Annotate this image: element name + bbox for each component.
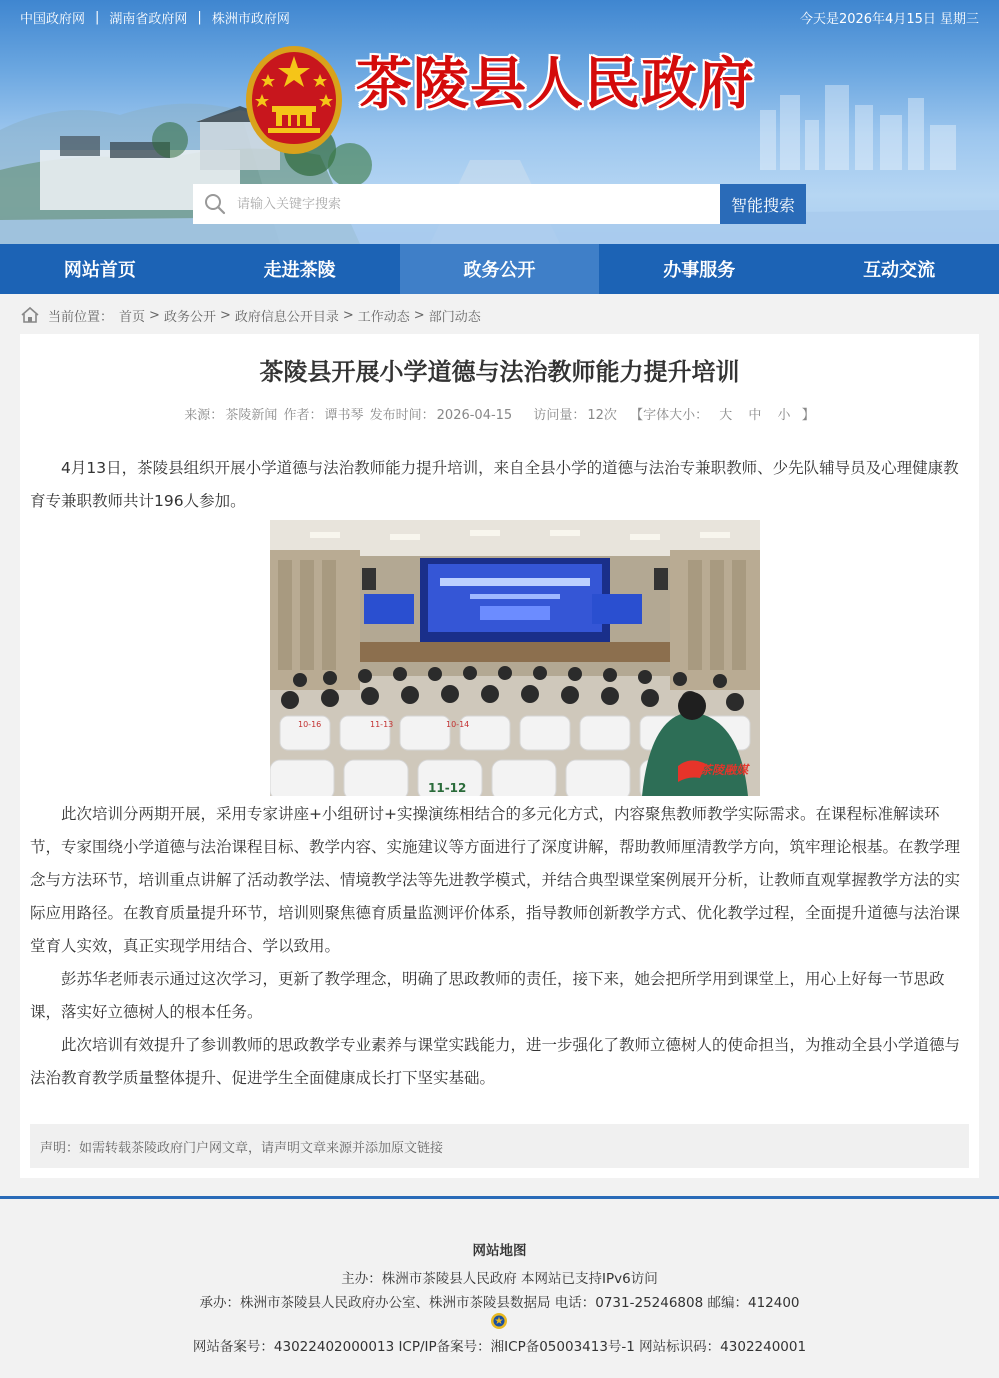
seat-label: 11-12	[428, 781, 467, 795]
breadcrumb-gov-affairs[interactable]: 政务公开	[163, 309, 216, 325]
meta-author-label: 作者：	[283, 408, 323, 423]
nav-services[interactable]: 办事服务	[663, 260, 736, 281]
footer-organizer: 承办：株洲市茶陵县人民政府办公室、株洲市茶陵县数据局 电话：0731-25246808 邮编：412400	[199, 1295, 800, 1311]
article-meta	[20, 404, 979, 423]
breadcrumb-separator: >	[149, 307, 160, 323]
nav-interaction[interactable]: 互动交流	[863, 260, 936, 281]
smart-search-button[interactable]: 智能搜索	[720, 184, 806, 224]
meta-views-label: 访问量：	[533, 408, 586, 423]
breadcrumb	[20, 304, 481, 326]
link-central-gov[interactable]: 中国政府网	[20, 12, 86, 27]
breadcrumb-label: 当前位置：	[48, 309, 114, 325]
breadcrumb-home[interactable]: 首页	[119, 309, 146, 325]
meta-views: 12次	[587, 408, 617, 423]
top-link-separator: |	[197, 10, 202, 25]
article-paragraph: 此次培训有效提升了参训教师的思政教学专业素养与课堂实践能力，进一步强化了教师立德树人的使命担当，为推动全县小学道德与法治教育教学质量整体提升、促进学生全面健康成长打下坚实基础。	[30, 1036, 961, 1087]
search-box	[193, 184, 720, 224]
national-emblem-icon	[244, 44, 344, 156]
article-paragraph: 4月13日，茶陵县组织开展小学道德与法治教师能力提升培训，来自全县小学的道德与法治专兼职教师、少先队辅导员及心理健康教育专兼职教师共计196人参加。	[30, 459, 959, 510]
search-bar	[193, 184, 806, 224]
photo-watermark: 茶陵融媒	[700, 763, 749, 777]
reprint-notice: 声明：如需转载茶陵政府门户网文章，请声明文章来源并添加原文链接	[30, 1124, 969, 1168]
site-header	[0, 0, 999, 244]
sitemap-link[interactable]: 网站地图	[472, 1243, 527, 1259]
top-links	[20, 8, 290, 27]
site-footer	[0, 1196, 999, 1378]
seat-label: 10-16	[298, 720, 322, 729]
article-title: 茶陵县开展小学道德与法治教师能力提升培训	[259, 358, 740, 386]
seat-label: 10-14	[446, 720, 470, 729]
breadcrumb-separator: >	[413, 307, 425, 323]
font-size-large-button[interactable]: 大	[719, 408, 733, 423]
top-link-separator: |	[95, 10, 100, 25]
meta-date: 2026-04-15	[436, 408, 513, 423]
article-photo	[270, 520, 760, 796]
meta-font-label: 【字体大小：	[630, 408, 709, 423]
meta-source-label: 来源：	[184, 408, 224, 423]
link-zhuzhou-gov[interactable]: 株洲市政府网	[211, 12, 290, 27]
main-nav	[0, 244, 999, 294]
top-bar	[0, 0, 999, 34]
breadcrumb-info-catalog[interactable]: 政府信息公开目录	[234, 309, 339, 325]
police-badge-icon	[490, 1312, 508, 1330]
search-icon	[193, 184, 237, 224]
current-date: 今天是2026年4月15日 星期三	[799, 12, 979, 27]
footer-sponsor: 主办：株洲市茶陵县人民政府 本网站已支持IPv6访问	[341, 1271, 658, 1287]
home-icon	[20, 306, 40, 324]
nav-about-chaling[interactable]: 走进茶陵	[263, 260, 336, 281]
nav-government-affairs[interactable]: 政务公开	[400, 244, 600, 294]
nav-home[interactable]: 网站首页	[63, 260, 136, 281]
meta-date-label: 发布时间：	[369, 408, 435, 423]
meta-source: 茶陵新闻	[225, 408, 278, 423]
footer-records: 网站备案号：43022402000013 ICP/IP备案号：湘ICP备05003413号-1 网站标识码：4302240001	[192, 1339, 807, 1355]
site-title: 茶陵县人民政府	[356, 51, 755, 117]
breadcrumb-work-news[interactable]: 工作动态	[357, 309, 410, 325]
meta-font-close: 】	[801, 408, 815, 423]
breadcrumb-separator: >	[219, 307, 231, 323]
link-hunan-gov[interactable]: 湖南省政府网	[109, 12, 188, 27]
article-panel	[20, 334, 979, 1178]
search-input[interactable]	[237, 185, 707, 223]
breadcrumb-dept-news[interactable]: 部门动态	[428, 309, 481, 325]
seat-label: 11-13	[370, 720, 394, 729]
article-paragraph: 此次培训分两期开展，采用专家讲座+小组研讨+实操演练相结合的多元化方式，内容聚焦教师教学实际需求。在课程标准解读环节，专家围绕小学道德与法治课程目标、教学内容、实施建议等方面进行了深度讲解，帮助教师厘清教学方向，筑牢理论根基。在教学理念与方法环节，培训重点讲解了活动教学法、情境教学法等先进教学模式，并结合典型课堂案例展开分析，让教师直观掌握教学方法的实际应用路径。在教育质量提升环节，培训则聚焦德育质量监测评价体系，指导教师创新教学方式、优化教学过程，全面提升道德与法治课堂育人实效，真正实现学用结合、学以致用。	[30, 805, 961, 955]
article-paragraph: 彭苏华老师表示通过这次学习，更新了教学理念，明确了思政教师的责任，接下来，她会把所学用到课堂上，用心上好每一节思政课，落实好立德树人的根本任务。	[30, 970, 945, 1021]
breadcrumb-separator: >	[342, 307, 354, 323]
font-size-medium-button[interactable]: 中	[748, 408, 762, 423]
font-size-small-button[interactable]: 小	[777, 408, 791, 423]
meta-author: 谭书琴	[324, 408, 364, 423]
